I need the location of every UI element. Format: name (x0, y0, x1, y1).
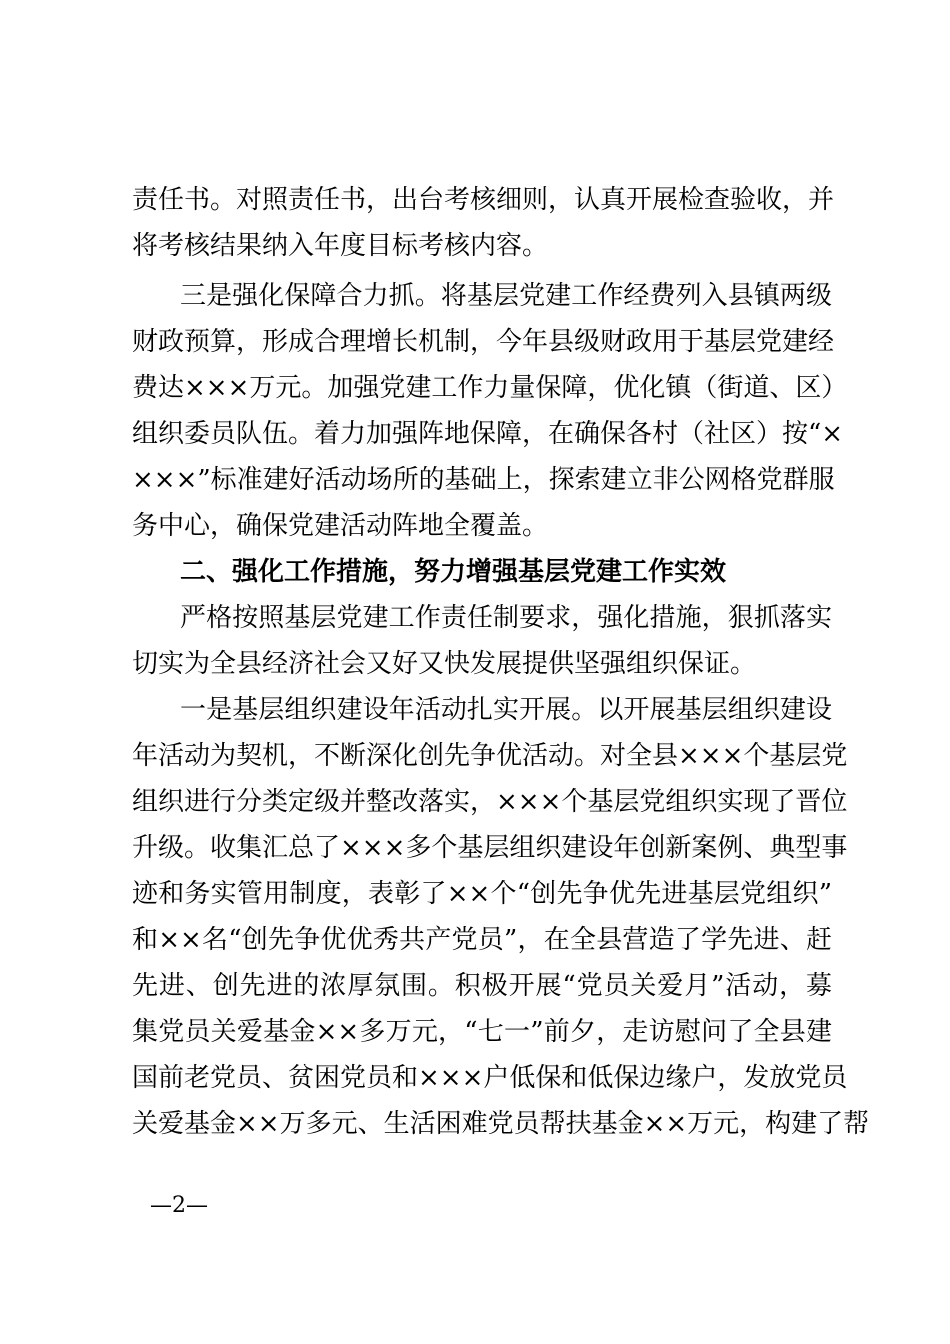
body-text-line: 先进、创先进的浓厚氛围。积极开展“党员关爱月”活动，募 (132, 971, 832, 1001)
page-number: —2— (150, 1193, 208, 1218)
body-text-line: 组织委员队伍。着力加强阵地保障，在确保各村（社区）按“× (132, 419, 844, 449)
body-text-line: 务中心，确保党建活动阵地全覆盖。 (132, 511, 549, 541)
body-text-line: 财政预算，形成合理增长机制，今年县级财政用于基层党建经 (132, 327, 835, 357)
section-heading: 二、强化工作措施，努力增强基层党建工作实效 (180, 557, 727, 587)
body-text-line: 组织进行分类定级并整改落实，×××个基层党组织实现了晋位 (132, 787, 848, 817)
body-text-line: ×××”标准建好活动场所的基础上，探索建立非公网格党群服 (132, 465, 835, 495)
body-text-line: 将考核结果纳入年度目标考核内容。 (132, 231, 549, 261)
body-text-line: 集党员关爱基金××多万元，“七一”前夕，走访慰问了全县建 (132, 1017, 832, 1047)
body-text-line: 责任书。对照责任书，出台考核细则，认真开展检查验收，并 (132, 185, 835, 215)
paragraph-start-line: 三是强化保障合力抓。将基层党建工作经费列入县镇两级 (180, 281, 832, 311)
paragraph-start-line: 一是基层组织建设年活动扎实开展。以开展基层组织建设 (180, 695, 832, 725)
body-text-line: 迹和务实管用制度，表彰了××个“创先争优先进基层党组织” (132, 879, 832, 909)
paragraph-start-line: 严格按照基层党建工作责任制要求，强化措施，狠抓落实 (180, 603, 832, 633)
body-text-line: 国前老党员、贫困党员和×××户低保和低保边缘户，发放党员 (132, 1063, 848, 1093)
body-text-line: 和××名“创先争优优秀共产党员”，在全县营造了学先进、赶 (132, 925, 832, 955)
body-text-line: 升级。收集汇总了×××多个基层组织建设年创新案例、典型事 (132, 833, 848, 863)
body-text-line: 费达×××万元。加强党建工作力量保障，优化镇（街道、区） (132, 373, 848, 403)
body-text-line: 关爱基金××万多元、生活困难党员帮扶基金××万元，构建了帮 (132, 1109, 870, 1139)
body-text-line: 年活动为契机，不断深化创先争优活动。对全县×××个基层党 (132, 741, 848, 771)
body-text-line: 切实为全县经济社会又好又快发展提供坚强组织保证。 (132, 649, 757, 679)
